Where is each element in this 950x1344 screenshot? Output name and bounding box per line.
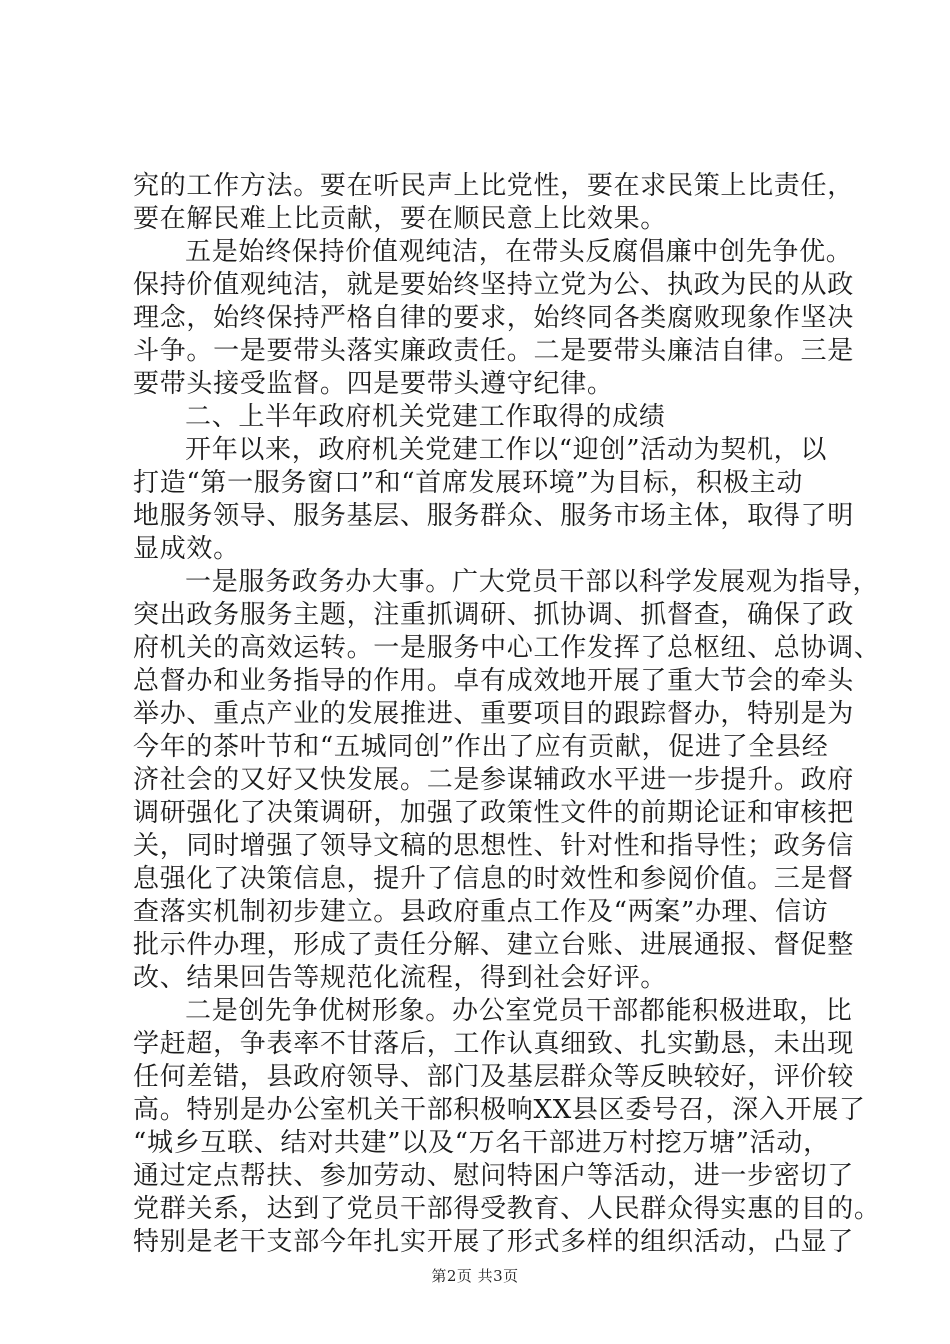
text-line: 一是服务政务办大事。广大党员干部以科学发展观为指导， xyxy=(185,567,880,597)
text-line: 济社会的又好又快发展。二是参谋辅政水平进一步提升。政府 xyxy=(133,765,854,795)
text-line: 突出政务服务主题，注重抓调研、抓协调、抓督查，确保了政 xyxy=(133,600,854,630)
text-line: 关，同时增强了领导文稿的思想性、针对性和指导性；政务信 xyxy=(133,831,854,861)
text-line: 特别是老干支部今年扎实开展了形式多样的组织活动，凸显了 xyxy=(133,1227,854,1257)
text-line: “城乡互联、结对共建”以及“万名干部进万村挖万塘”活动， xyxy=(133,1128,830,1158)
text-line: 学赶超，争表率不甘落后，工作认真细致、扎实勤恳，未出现 xyxy=(133,1029,854,1059)
text-line: 开年以来，政府机关党建工作以“迎创”活动为契机，以 xyxy=(185,435,828,465)
text-line: 理念，始终保持严格自律的要求，始终同各类腐败现象作坚决 xyxy=(133,303,854,333)
text-line: 二、上半年政府机关党建工作取得的成绩 xyxy=(185,402,666,432)
text-line: 总督办和业务指导的作用。卓有成效地开展了重大节会的牵头 xyxy=(133,666,854,696)
text-line: 五是始终保持价值观纯洁，在带头反腐倡廉中创先争优。 xyxy=(185,237,853,267)
text-line: 究的工作方法。要在听民声上比党性，要在求民策上比责任， xyxy=(133,171,854,201)
text-line: 任何差错，县政府领导、部门及基层群众等反映较好，评价较 xyxy=(133,1062,854,1092)
text-line: 查落实机制初步建立。县政府重点工作及“两案”办理、信访 xyxy=(133,897,829,927)
text-line: 要带头接受监督。四是要带头遵守纪律。 xyxy=(133,369,614,399)
text-line: 调研强化了决策调研，加强了政策性文件的前期论证和审核把 xyxy=(133,798,854,828)
page-footer: 第2页 共3页 xyxy=(431,1267,519,1285)
text-line: 通过定点帮扶、参加劳动、慰问特困户等活动，进一步密切了 xyxy=(133,1161,854,1191)
text-line: 高。特别是办公室机关干部积极响XX县区委号召，深入开展了 xyxy=(133,1095,866,1125)
text-line: 斗争。一是要带头落实廉政责任。二是要带头廉洁自律。三是 xyxy=(133,336,854,366)
text-line: 举办、重点产业的发展推进、重要项目的跟踪督办，特别是为 xyxy=(133,699,854,729)
text-line: 批示件办理，形成了责任分解、建立台账、进展通报、督促整 xyxy=(133,930,854,960)
text-line: 地服务领导、服务基层、服务群众、服务市场主体，取得了明 xyxy=(133,501,854,531)
text-line: 要在解民难上比贡献，要在顺民意上比效果。 xyxy=(133,204,668,234)
text-line: 今年的茶叶节和“五城同创”作出了应有贡献，促进了全县经 xyxy=(133,732,829,762)
text-line: 府机关的高效运转。一是服务中心工作发挥了总枢纽、总协调、 xyxy=(133,633,881,663)
text-line: 保持价值观纯洁，就是要始终坚持立党为公、执政为民的从政 xyxy=(133,270,854,300)
document-body xyxy=(133,170,881,1259)
text-line: 二是创先争优树形象。办公室党员干部都能积极进取，比 xyxy=(185,996,853,1026)
text-line: 党群关系，达到了党员干部得受教育、人民群众得实惠的目的。 xyxy=(133,1194,881,1224)
text-line: 改、结果回告等规范化流程，得到社会好评。 xyxy=(133,963,668,993)
text-line: 息强化了决策信息，提升了信息的时效性和参阅价值。三是督 xyxy=(133,864,854,894)
text-line: 显成效。 xyxy=(133,534,240,564)
text-line: 打造“第一服务窗口”和“首席发展环境”为目标，积极主动 xyxy=(133,468,804,498)
